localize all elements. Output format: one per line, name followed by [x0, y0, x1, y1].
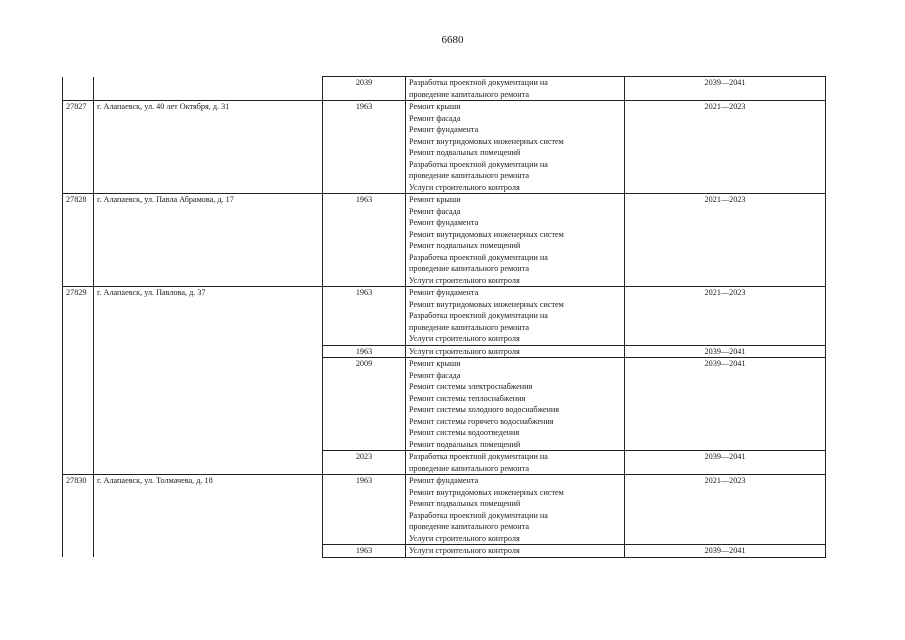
year-cell: 1963: [323, 101, 406, 194]
work-item: Ремонт внутридомовых инженерных систем: [409, 299, 564, 309]
work-item: Ремонт внутридомовых инженерных систем: [409, 229, 564, 239]
work-item: Ремонт фундамента: [409, 476, 479, 485]
work-item: Разработка проектной документации на: [409, 252, 548, 262]
table-body: [63, 77, 826, 558]
works-cell: [406, 101, 625, 194]
address-cell: г. Алапаевск, ул. Павлова, д. 37: [94, 287, 323, 475]
work-item: Ремонт фундамента: [409, 218, 479, 227]
work-item: Ремонт крыши: [409, 359, 461, 368]
work-item: Услуги строительного контроля: [409, 546, 520, 555]
work-item: Разработка проектной документации на: [409, 159, 548, 169]
year-cell: 1963: [323, 475, 406, 545]
table-row: [63, 287, 826, 346]
table-row: [63, 101, 826, 194]
work-item: Ремонт фундамента: [409, 125, 479, 134]
work-item: Разработка проектной документации на: [409, 510, 548, 520]
entry-number-cell: 27828: [63, 194, 94, 287]
year-cell: 2039: [323, 77, 406, 101]
work-item: Ремонт системы водоотведения: [409, 428, 520, 437]
table-row: [63, 194, 826, 287]
period-cell: 2039—2041: [625, 77, 826, 101]
address-cell: г. Алапаевск, ул. Павла Абрамова, д. 17: [94, 194, 323, 287]
work-item: Ремонт крыши: [409, 195, 461, 204]
works-cell: [406, 545, 625, 558]
work-item: Ремонт крыши: [409, 102, 461, 111]
year-cell: 2009: [323, 358, 406, 451]
period-cell: 2021—2023: [625, 101, 826, 194]
work-item: проведение капитального ремонта: [409, 171, 529, 180]
entry-number-cell: 27829: [63, 287, 94, 475]
work-item: Услуги строительного контроля: [409, 182, 520, 192]
work-item: Разработка проектной документации на: [409, 78, 548, 87]
work-item: Ремонт системы холодного водоснабжения: [409, 405, 560, 414]
period-cell: 2039—2041: [625, 358, 826, 451]
entry-number-cell: 27830: [63, 475, 94, 558]
work-item: Ремонт системы горячего водоснабжения: [409, 416, 554, 426]
work-item: Ремонт внутридомовых инженерных систем: [409, 136, 564, 146]
period-cell: 2021—2023: [625, 194, 826, 287]
page-number: 6680: [441, 34, 464, 46]
work-item: Услуги строительного контроля: [409, 275, 520, 285]
year-cell: 1963: [323, 545, 406, 558]
work-item: Ремонт фундамента: [409, 288, 479, 297]
year-cell: 1963: [323, 345, 406, 358]
works-cell: [406, 358, 625, 451]
work-item: проведение капитального ремонта: [409, 264, 529, 273]
works-cell: [406, 287, 625, 346]
works-cell: [406, 77, 625, 101]
works-cell: [406, 194, 625, 287]
work-item: Разработка проектной документации на: [409, 311, 548, 320]
period-cell: 2039—2041: [625, 451, 826, 475]
work-item: Ремонт фасада: [409, 206, 461, 216]
table-row: [63, 475, 826, 545]
work-item: проведение капитального ремонта: [409, 463, 529, 473]
work-item: Ремонт системы теплоснабжения: [409, 393, 526, 403]
work-item: Разработка проектной документации на: [409, 452, 548, 461]
repair-schedule-table: [62, 76, 826, 558]
work-item: Услуги строительного контроля: [409, 346, 520, 356]
works-cell: [406, 451, 625, 475]
work-item: Ремонт фасада: [409, 370, 461, 380]
address-cell: [94, 77, 323, 101]
entry-number-cell: 27827: [63, 101, 94, 194]
work-item: Ремонт подвальных помещений: [409, 148, 521, 157]
year-cell: 1963: [323, 194, 406, 287]
year-cell: 2023: [323, 451, 406, 475]
address-cell: г. Алапаевск, ул. 40 лет Октября, д. 31: [94, 101, 323, 194]
address-cell: г. Алапаевск, ул. Толмачева, д. 18: [94, 475, 323, 558]
work-item: проведение капитального ремонта: [409, 89, 529, 99]
work-item: Ремонт системы электроснабжения: [409, 382, 533, 391]
work-item: Ремонт внутридомовых инженерных систем: [409, 487, 564, 497]
works-cell: [406, 345, 625, 358]
period-cell: 2021—2023: [625, 475, 826, 545]
work-item: проведение капитального ремонта: [409, 522, 529, 531]
entry-number-cell: [63, 77, 94, 101]
work-item: Ремонт подвальных помещений: [409, 439, 521, 449]
work-item: Ремонт подвальных помещений: [409, 499, 521, 508]
period-cell: 2039—2041: [625, 345, 826, 358]
works-cell: [406, 475, 625, 545]
period-cell: 2021—2023: [625, 287, 826, 346]
year-cell: 1963: [323, 287, 406, 346]
work-item: Ремонт подвальных помещений: [409, 241, 521, 250]
period-cell: 2039—2041: [625, 545, 826, 558]
table-row: [63, 77, 826, 101]
work-item: Услуги строительного контроля: [409, 334, 520, 343]
work-item: Ремонт фасада: [409, 113, 461, 123]
work-item: проведение капитального ремонта: [409, 322, 529, 332]
work-item: Услуги строительного контроля: [409, 533, 520, 543]
